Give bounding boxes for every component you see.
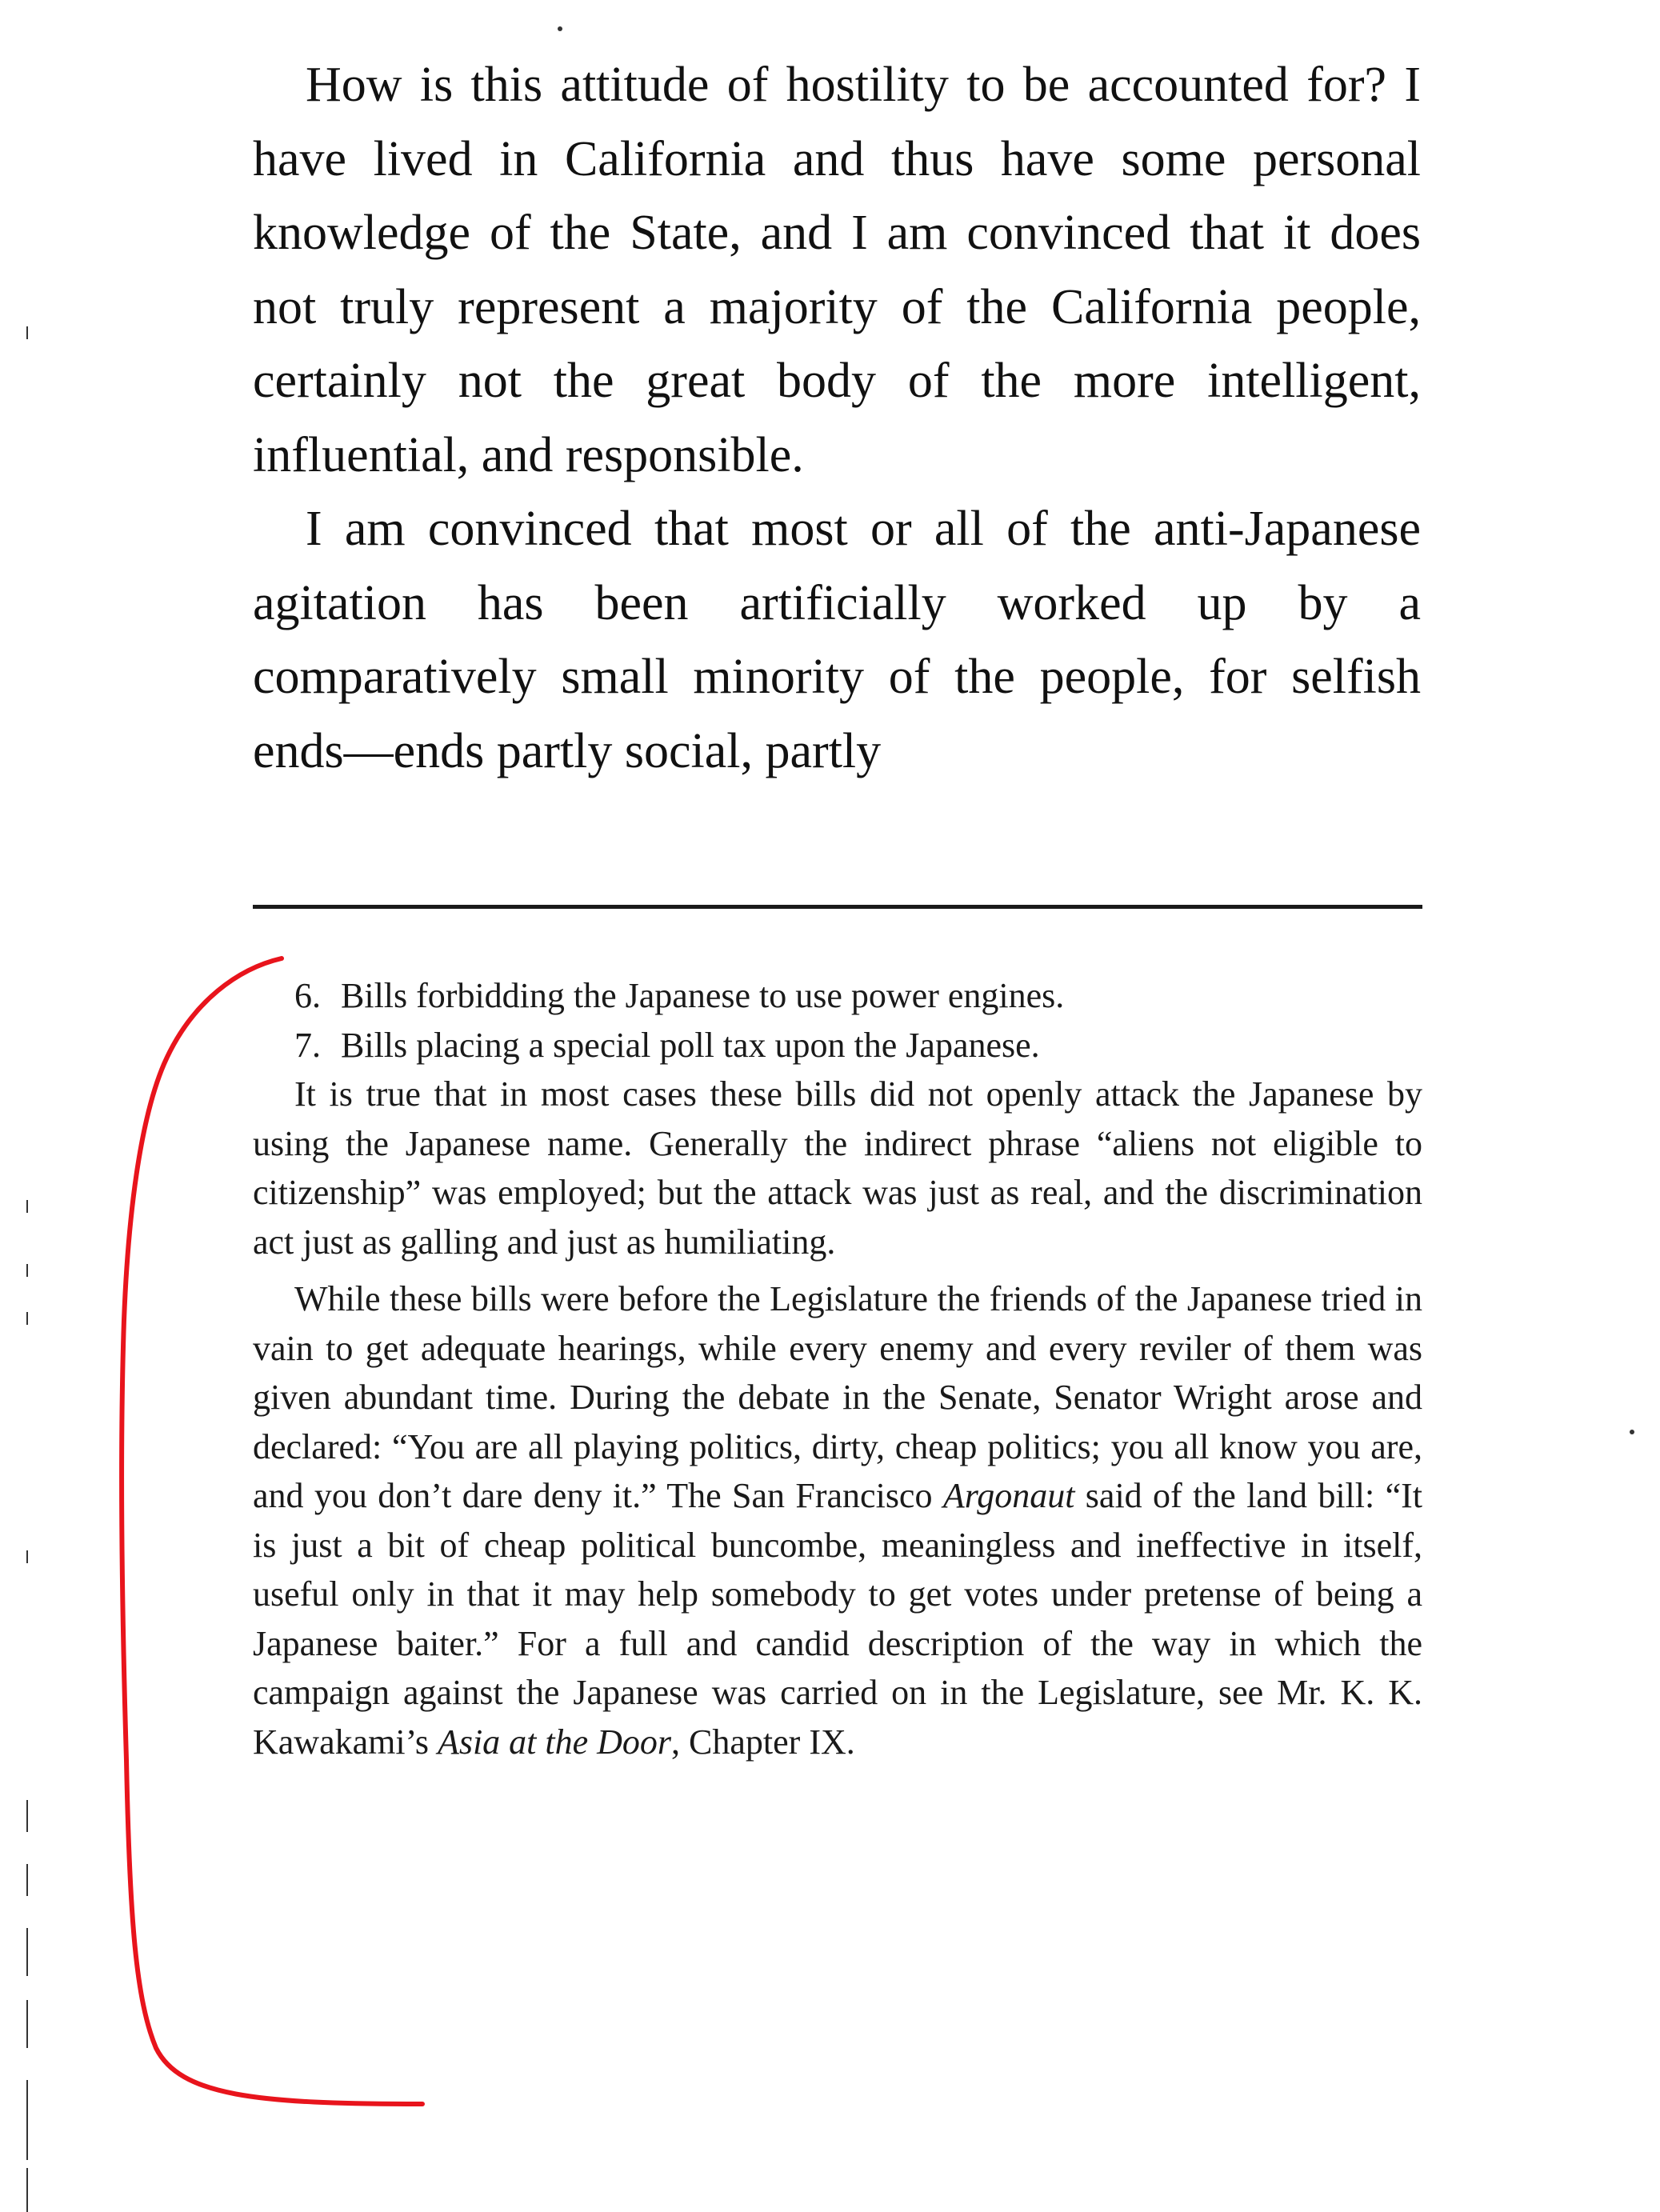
footnote-paragraph-2-part-1: While these bills were before the Legislature the friends of the Japanese tried in vain to get adequate hearings, while every enemy and every reviler of them was given abundant time. During the debate in the Senate, Senator Wright arose and declared: “You are all playing politics, dirty, cheap politics; you all know you are, and you don’t dare deny it.” The San Francisco (253, 1279, 1422, 1515)
italic-title-argonaut: Argonaut (942, 1476, 1075, 1515)
main-paragraph-1: How is this attitude of hostility to be accounted for? I have lived in California and thus have some personal knowledge of the State, and I am convinced that it does not truly represent a majority of the California people, certainly not the great body of the more intelligent, influential, and responsible. (253, 58, 1421, 482)
footnote-list-text: Bills forbidding the Japanese to use power engines. (341, 976, 1065, 1015)
footnote-list-number: 6. (294, 976, 321, 1015)
footnote-list-text: Bills placing a special poll tax upon the Japanese. (341, 1025, 1040, 1065)
italic-title-asia-at-the-door: Asia at the Door (437, 1722, 672, 1762)
footnote-list-number: 7. (294, 1025, 321, 1065)
footnote-paragraph-1: It is true that in most cases these bills did not openly attack the Japanese by using the Japanese name. Generally the indirect phrase “aliens not eligible to citizenship” was employed; but the attack was just as real, and the discrimination act just as galling and just as humiliating. (253, 1074, 1422, 1262)
main-paragraph-2: I am convinced that most or all of the anti-Japanese agitation has been artificially worked up by a comparatively small minority of the people, for selfish ends—ends partly social, partly (253, 502, 1421, 778)
footnote-paragraph-2-part-3: , Chapter IX. (671, 1722, 855, 1762)
footnote-paragraph-2-part-2: said of the land bill: “It is just a bit of cheap political buncombe, meaningless and ineffective in itself, useful only in that it may help somebody to get votes under pretense of being a Japanese baiter.” For a full and candid description of the way in which the campaign against the Japanese was carried on in the Legislature, see Mr. K. K. Kawakami’s (253, 1476, 1423, 1762)
